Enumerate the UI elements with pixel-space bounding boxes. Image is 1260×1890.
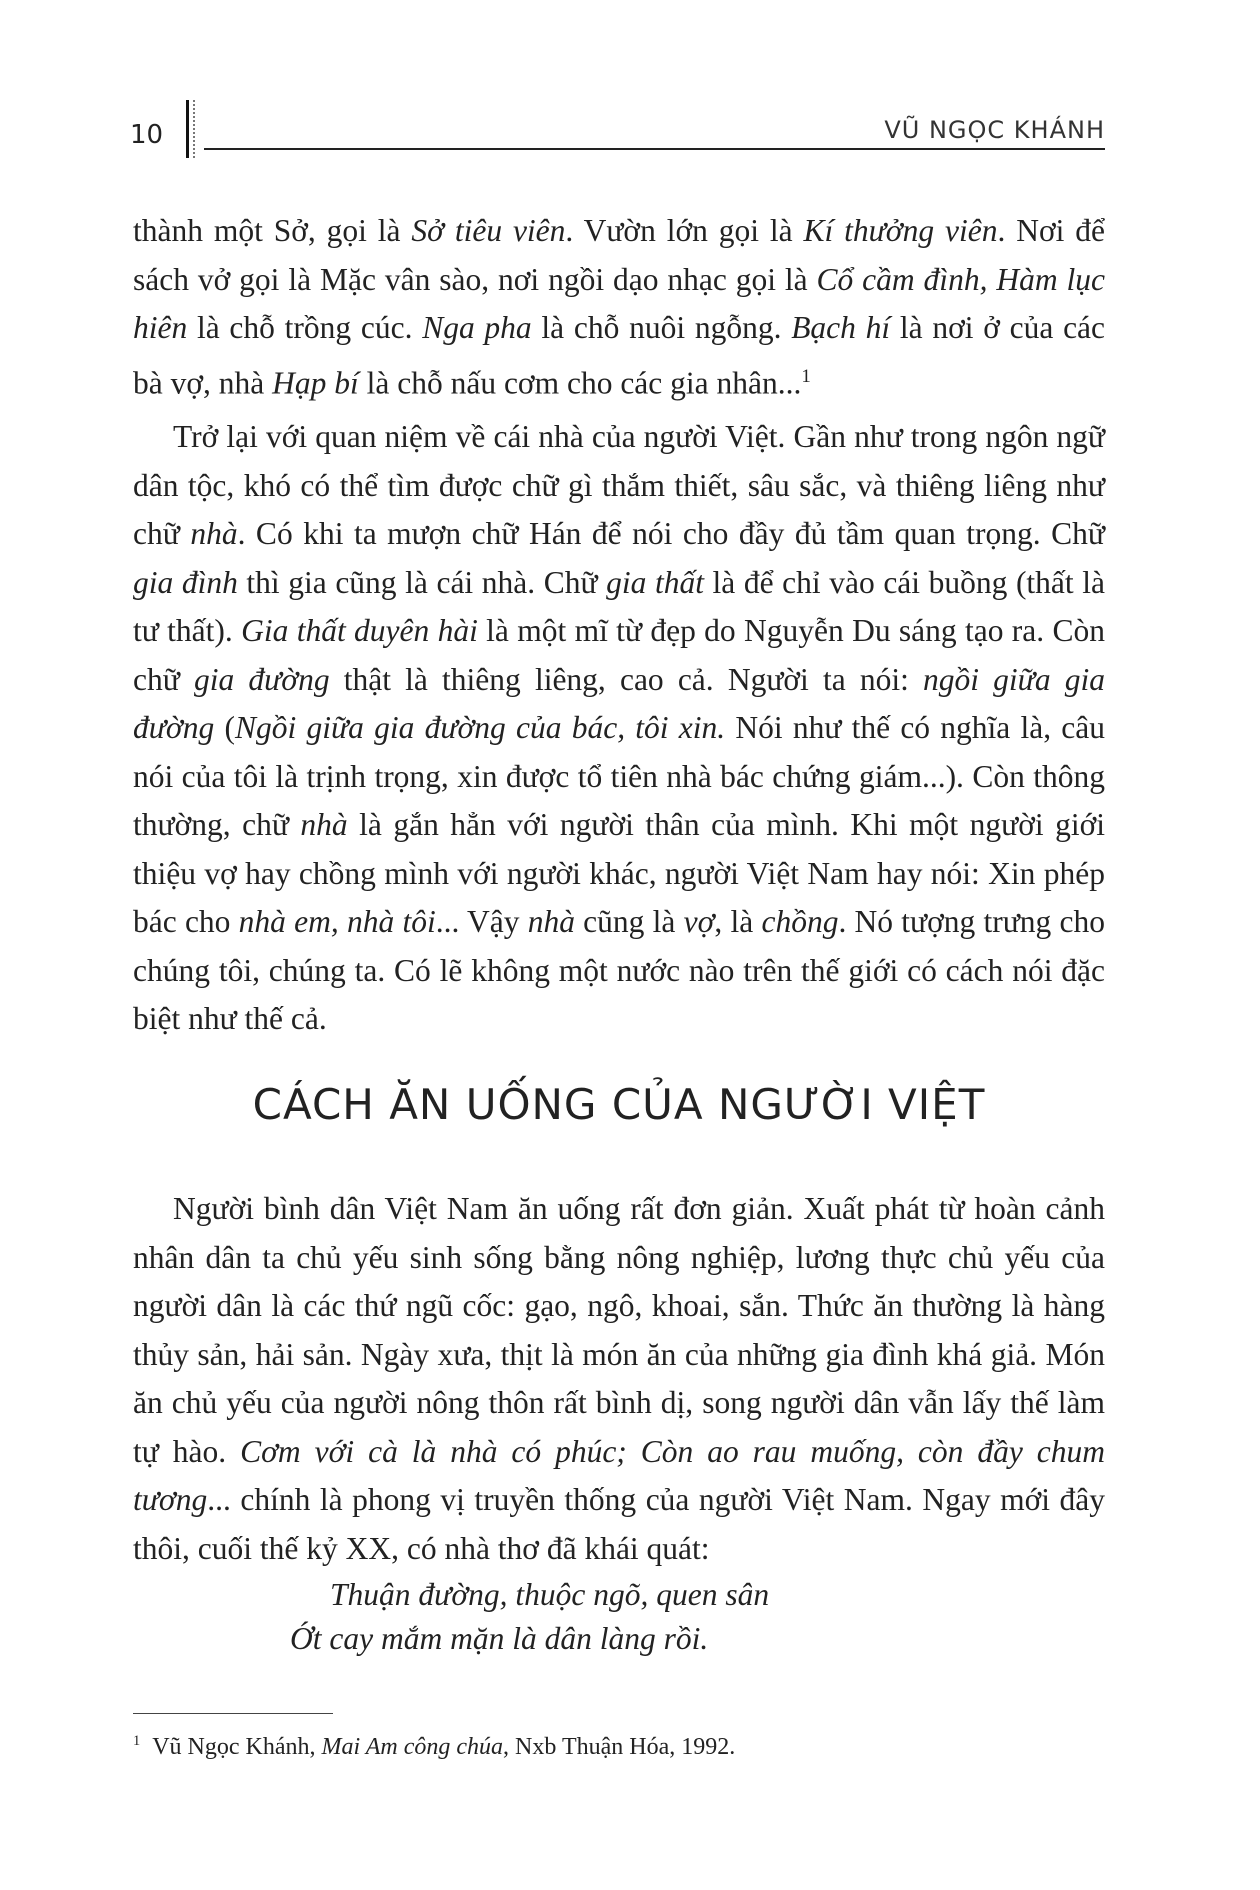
paragraph-2: Trở lại với quan niệm về cái nhà của người Việt. Gần như trong ngôn ngữ dân tộc, khó có thể tìm được chữ gì thắm thiết, sâu sắc, và thiêng liêng như chữ nhà. Có khi ta mượn chữ Hán để nói cho đầy đủ tầm quan trọng. Chữ gia đình thì gia cũng là cái nhà. Chữ gia thất là để chỉ vào cái buồng (thất là tư thất). Gia thất duyên hài là một mĩ từ đẹp do Nguyễn Du sáng tạo ra. Còn chữ gia đường thật là thiêng liêng, cao cả. Người ta nói: ngồi giữa gia đường (Ngồi giữa gia đường của bác, tôi xin. Nói như thế có nghĩa là, câu nói của tôi là trịnh trọng, xin được tổ tiên nhà bác chứng giám...). Còn thông thường, chữ nhà là gắn hẳn với người thân của mình. Khi một người giới thiệu vợ hay chồng mình với người khác, người Việt Nam hay nói: Xin phép bác cho nhà em, nhà tôi... Vậy nhà cũng là vợ, là chồng. Nó tượng trưng cho chúng tôi, chúng ta. Có lẽ không một nước nào trên thế giới có cách nói đặc biệt như thế cả. xyxy=(133,419,1106,1036)
poem-line-2: Ớt cay mắm mặn là dân làng rồi. xyxy=(290,1621,709,1656)
poem-quote xyxy=(290,1573,769,1661)
poem-line-1: Thuận đường, thuộc ngõ, quen sân xyxy=(330,1577,770,1612)
header-vertical-rule xyxy=(186,100,189,158)
footnote-divider xyxy=(133,1713,333,1714)
page-header xyxy=(130,98,1105,160)
paragraph-3: Người bình dân Việt Nam ăn uống rất đơn giản. Xuất phát từ hoàn cảnh nhân dân ta chủ yếu sinh sống bằng nông nghiệp, lương thực chủ yếu của người dân là các thứ ngũ cốc: gạo, ngô, khoai, sắn. Thức ăn thường là hàng thủy sản, hải sản. Ngày xưa, thịt là món ăn của những gia đình khá giả. Món ăn chủ yếu của người nông thôn rất bình dị, song người dân vẫn lấy thế làm tự hào. Cơm với cà là nhà có phúc; Còn ao rau muống, còn đầy chum tương... chính là phong vị truyền thống của người Việt Nam. Ngay mới đây thôi, cuối thế kỷ XX, có nhà thơ đã khái quát: xyxy=(133,1191,1105,1566)
section-title: CÁCH ĂN UỐNG CỦA NGƯỜI VIỆT xyxy=(252,1080,986,1129)
header-dotted-rule xyxy=(193,100,195,158)
page-number: 10 xyxy=(130,120,164,150)
footnote-number: 1 xyxy=(133,1733,141,1749)
header-horizontal-rule xyxy=(204,148,1105,150)
running-head-author: VŨ NGỌC KHÁNH xyxy=(884,116,1105,144)
footnote: $^1$ Vũ Ngọc Khánh, Mai Am công chúa, Nxb Thuận Hóa, 1992. xyxy=(133,1733,736,1760)
footnote-reference: 1 xyxy=(801,365,811,387)
paragraph-1: thành một Sở, gọi là Sở tiêu viên. Vườn lớn gọi là Kí thưởng viên. Nơi để sách vở gọi là Mặc vân sào, nơi ngồi dạo nhạc gọi là Cổ cầm đình, Hàm lục hiên là chỗ trồng cúc. Nga pha là chỗ nuôi ngỗng. Bạch hí là nơi ở của các bà vợ, nhà Hạp bí là chỗ nấu cơm cho các gia nhân...$^1$ xyxy=(133,213,1106,400)
